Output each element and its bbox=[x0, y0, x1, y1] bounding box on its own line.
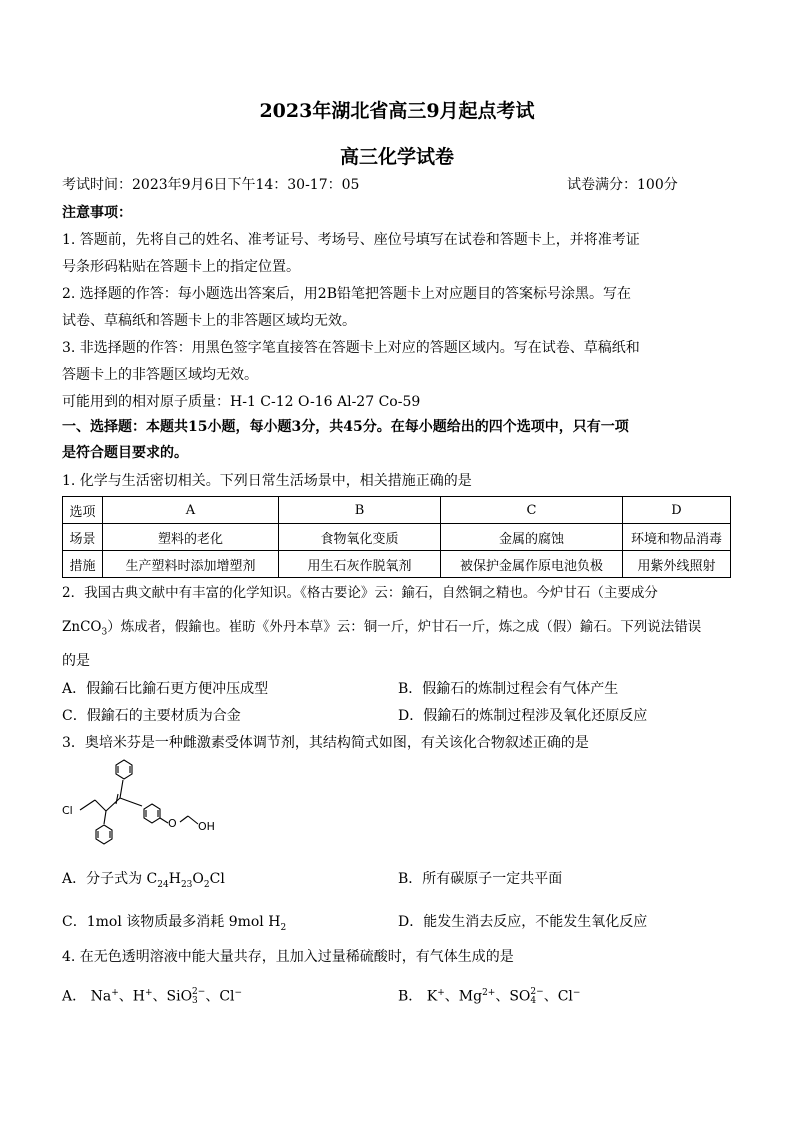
q1-measure-d: 用紫外线照射 bbox=[623, 551, 731, 578]
section-1-line-1: 一、选择题：本题共15小题，每小题3分，共45分。在每小题给出的四个选项中，只有一项 bbox=[62, 419, 629, 435]
q2-stem-line-3: 的是 bbox=[62, 653, 90, 669]
q1-measure-b: 用生石灰作脱氧剂 bbox=[279, 551, 441, 578]
q1-stem: 1. 化学与生活密切相关。下列日常生活场景中，相关措施正确的是 bbox=[62, 473, 472, 489]
atomic-masses: 可能用到的相对原子质量：H-1 C-12 O-16 Al-27 Co-59 bbox=[62, 394, 421, 410]
q1-scene-a: 塑料的老化 bbox=[103, 524, 279, 551]
q1-scene-c: 金属的腐蚀 bbox=[441, 524, 623, 551]
q1-measure-c: 被保护金属作原电池负极 bbox=[441, 551, 623, 578]
full-score: 试卷满分：100分 bbox=[567, 177, 678, 193]
q1-scene-d: 环境和物品消毒 bbox=[623, 524, 731, 551]
q2-option-d: D．假鍮石的炼制过程涉及氧化还原反应 bbox=[398, 708, 648, 724]
q1-row-options bbox=[63, 497, 731, 524]
q3-option-a: A．分子式为 $C_{24}H_{23}O_2Cl$ bbox=[62, 871, 225, 890]
q2-option-c: C．假鍮石的主要材质为合金 bbox=[62, 708, 241, 724]
q3-option-b: B．所有碳原子一定共平面 bbox=[398, 871, 563, 887]
chlorine-label: Cl bbox=[62, 804, 73, 817]
note-1-line-2: 号条形码粘贴在答题卡上的指定位置。 bbox=[62, 259, 300, 275]
note-3-line-2: 答题卡上的非答题区域均无效。 bbox=[62, 367, 258, 383]
q2-formula: ZnCO$_3$ bbox=[62, 619, 108, 638]
q2-option-b: B．假鍮石的炼制过程会有气体产生 bbox=[398, 681, 619, 697]
q3-option-d: D．能发生消去反应，不能发生氧化反应 bbox=[398, 914, 648, 930]
q2-option-a: A．假鍮石比鍮石更方便冲压成型 bbox=[62, 681, 269, 697]
ospemifene-structure bbox=[60, 758, 230, 863]
note-2-line-2: 试卷、草稿纸和答题卡上的非答题区域均无效。 bbox=[62, 313, 356, 329]
hydroxyl-label: OH bbox=[198, 820, 215, 833]
q1-row-label: 选项 bbox=[63, 497, 103, 524]
q4-stem: 4. 在无色透明溶液中能大量共存，且加入过量稀硫酸时，有气体生成的是 bbox=[62, 949, 514, 965]
exam-title: 2023年湖北省高三9月起点考试 bbox=[259, 100, 535, 122]
section-1-line-2: 是符合题目要求的。 bbox=[62, 445, 188, 461]
q1-option-c: C bbox=[441, 497, 623, 524]
q1-table bbox=[62, 496, 731, 578]
q4-option-b: B． K+、$Mg^{2+}$、SO 2− 4 、Cl− bbox=[398, 986, 581, 1006]
q1-row-scene bbox=[63, 524, 731, 551]
q4-option-a: A． Na+、H+、SiO 2− 3 、Cl− bbox=[62, 986, 243, 1006]
q1-measure-a: 生产塑料时添加增塑剂 bbox=[103, 551, 279, 578]
q2-stem-line-2: ZnCO$_3$）炼成者，假鍮也。崔昉《外丹本草》云：铜一斤，炉甘石一斤，炼之成（假）鍮石。下列说法错误 bbox=[62, 619, 702, 638]
notes-heading: 注意事项： bbox=[62, 205, 132, 221]
q1-scene-b: 食物氧化变质 bbox=[279, 524, 441, 551]
exam-time: 考试时间：2023年9月6日下午14：30-17：05 bbox=[62, 177, 360, 193]
ether-oxygen-label: O bbox=[168, 817, 177, 830]
note-3-line-1: 3. 非选择题的作答：用黑色签字笔直接答在答题卡上对应的答题区域内。写在试卷、草稿纸和 bbox=[62, 340, 640, 356]
q1-row-label: 措施 bbox=[63, 551, 103, 578]
q1-option-a: A bbox=[103, 497, 279, 524]
q1-option-b: B bbox=[279, 497, 441, 524]
exam-subtitle: 高三化学试卷 bbox=[339, 146, 454, 168]
q3-option-c: C．1mol 该物质最多消耗 9mol $H_2$ bbox=[62, 914, 287, 933]
q3-stem: 3．奥培米芬是一种雌激素受体调节剂，其结构简式如图，有关该化合物叙述正确的是 bbox=[62, 735, 589, 751]
note-2-line-1: 2. 选择题的作答：每小题选出答案后，用2B铅笔把答题卡上对应题目的答案标号涂黑。写在 bbox=[62, 286, 632, 302]
q2-stem-line-1: 2．我国古典文献中有丰富的化学知识。《格古要论》云：鍮石，自然铜之精也。今炉甘石（主要成分 bbox=[62, 585, 658, 601]
q1-option-d: D bbox=[623, 497, 731, 524]
q1-row-label: 场景 bbox=[63, 524, 103, 551]
q1-row-measure bbox=[63, 551, 731, 578]
note-1-line-1: 1. 答题前，先将自己的姓名、准考证号、考场号、座位号填写在试卷和答题卡上，并将准考证 bbox=[62, 232, 640, 248]
